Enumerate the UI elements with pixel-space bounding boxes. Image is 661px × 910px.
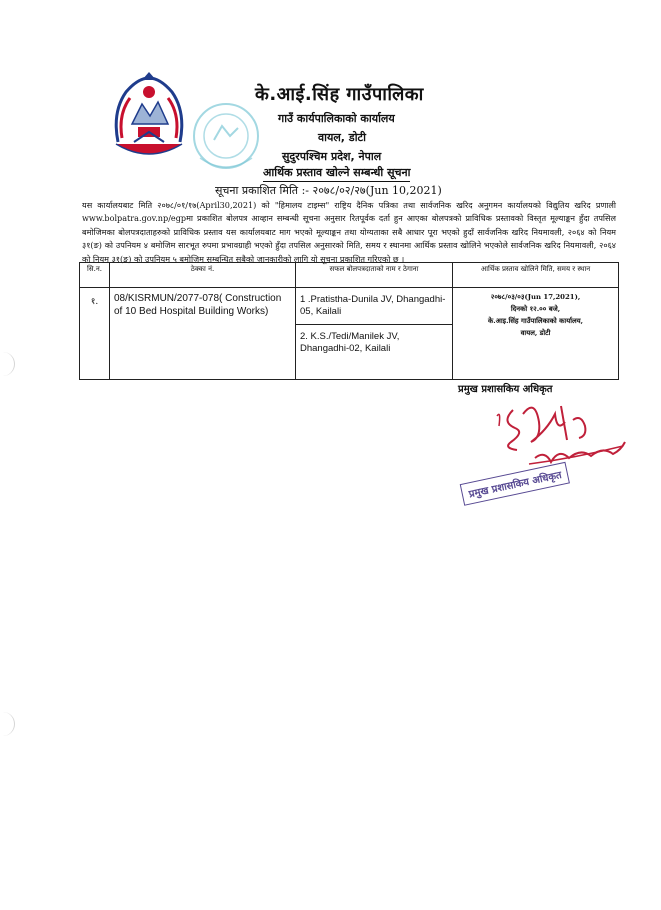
officer-title: प्रमुख प्रशासकिय अधिकृत (458, 384, 553, 395)
opening-date: २०७८/०३/०३(Jun 17,2021), (490, 293, 581, 301)
notice-paragraph: यस कार्यालयबाट मिति २०७८/०१/१७(April30,2021) को "हिमालय टाइम्स" राष्ट्रिय दैनिक पत्रिका तथा सार्वजनिक खरिद अनुगमन कार्यालयको विद्युतिय खरिद प्रणाली www.bolpatra.gov.np/egpमा प्रकाशित बोलपत्र आव्हान सम्बन्धी सूचना अनुसार रितपूर्वक दर्ता हुन आएका बोलपत्रको प्राविधिक प्रस्तावको विस्तृत मूल्याङ्कन हुँदा तपसिल बमोजिमका बोलपत्रदाताहरुको प्राविधिक प्रस्ताव यस कार्यालयबाट माग भएको मूल्याङ्कन तथा योग्यताका सबै आधार पूरा भएको हुदाँ सार्वजनिक खरिद नियमावली, २०६४ को नियम ३१(ङ) को उपनियम ४ बमोजिम सारभूत रुपमा प्रभावग्राही भएको हुँदा तपसिल अनुसारको मिति, समय र स्थानमा आर्थिक प्रस्ताव खोलिने भएकोले सार्वजनिक खरिद नियमावली, २०६४ को नियम ३१(ङ) को उपनियम ५ बमोजिम सम्बन्धित सबैको जानकारीको लागि यो सूचना प्रकाशित गरिएको छ । (82, 200, 616, 264)
nepal-emblem-icon (108, 72, 190, 164)
opening-place: के.आइ.सिंह गाउँपालिकाको कार्यालय, (487, 317, 584, 325)
contract-cell: 08/KISRMUN/2077-078( Construction of 10 Bed Hospital Building Works) (110, 288, 296, 380)
bidder-item: 1 .Pratistha-Dunila JV, Dhangadhi-05, Kailali (296, 288, 452, 325)
opening-cell (453, 288, 619, 380)
bidders-table (79, 262, 619, 380)
bidders-cell (296, 288, 453, 380)
header-opening: आर्थिक प्रस्ताव खोलिने मिति, समय र स्थान (453, 263, 619, 288)
published-date: सूचना प्रकाशित मिति :- २०७८/०२/२७(Jun 10,2021) (215, 184, 442, 197)
table-header-row (80, 263, 619, 288)
organization-name: के.आई.सिंह गाउँपालिका (255, 84, 424, 105)
header-contract-no: ठेक्का नं. (110, 263, 296, 288)
office-address: वायल, डोटी (318, 131, 366, 144)
officer-stamp: प्रमुख प्रशासकिय अधिकृत (460, 462, 571, 506)
header-serial: सि.न. (80, 263, 110, 288)
office-seal-icon (180, 96, 272, 178)
notice-title: आर्थिक प्रस्ताव खोल्ने सम्बन्धी सूचना (263, 165, 410, 182)
opening-time: दिनको १२.०० बजे, (510, 305, 561, 313)
hole-punch-mark (0, 352, 15, 376)
hole-punch-mark (0, 712, 15, 736)
table-row (80, 288, 619, 380)
office-name: गाउँ कार्यपालिकाको कार्यालय (278, 112, 395, 125)
header-bidder: सफल बोलपत्रदाताको नाम र ठेगाना (296, 263, 453, 288)
opening-address: वायल, डोटी (520, 329, 551, 337)
serial-cell: १. (80, 288, 110, 380)
bidder-item: 2. K.S./Tedi/Manilek JV, Dhangadhi-02, Kailali (300, 331, 400, 354)
province-name: सुदुरपश्चिम प्रदेश, नेपाल (282, 150, 382, 163)
